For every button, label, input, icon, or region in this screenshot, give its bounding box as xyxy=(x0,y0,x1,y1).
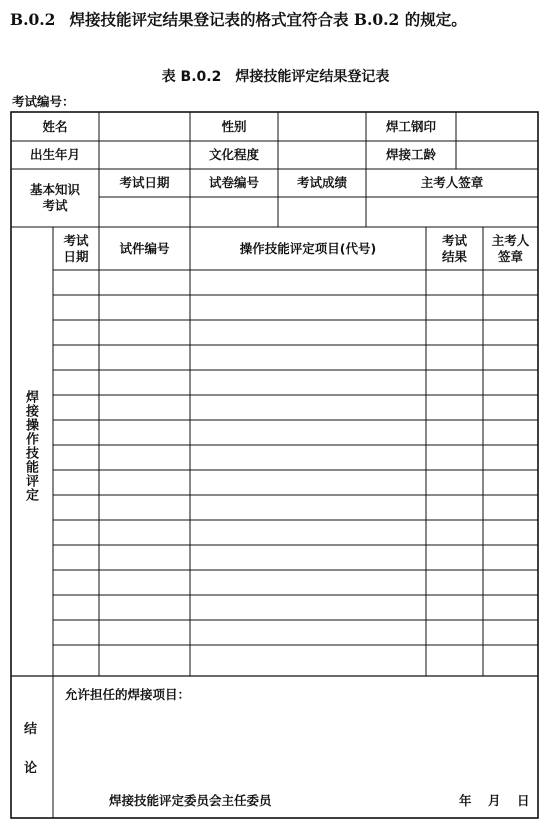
paper-no-field[interactable] xyxy=(190,197,278,227)
ops-section-label: 焊接操作技能评定 xyxy=(23,390,38,502)
name-field[interactable] xyxy=(99,112,190,141)
label-welder-stamp: 焊工钢印 xyxy=(385,118,436,134)
table-number: 表 B.0.2 xyxy=(161,69,222,85)
examiner-sign-field[interactable] xyxy=(366,197,538,227)
clause-code: B.0.2 xyxy=(10,10,56,29)
label-name: 姓名 xyxy=(42,118,68,134)
header-ops-sign xyxy=(483,227,538,270)
exam-date-field[interactable] xyxy=(99,197,190,227)
label-welding-years: 焊接工龄 xyxy=(385,147,436,162)
conclusion-label-1: 结 xyxy=(24,722,38,737)
header-paper-no: 试卷编号 xyxy=(208,175,259,190)
header-examiner-sign: 主考人签章 xyxy=(420,175,484,190)
allowed-items-label: 允许担任的焊接项目： xyxy=(65,687,191,702)
exam-score-field[interactable] xyxy=(278,197,366,227)
welding-years-field[interactable] xyxy=(456,141,538,169)
date-month: 月 xyxy=(488,793,501,808)
header-exam-date: 考试日期 xyxy=(119,175,170,190)
education-field[interactable] xyxy=(278,141,366,169)
conclusion-label-2: 论 xyxy=(24,761,38,776)
label-basic-exam-line1: 基本知识 xyxy=(29,182,80,197)
header-ops-sign-line2: 签章 xyxy=(497,248,523,264)
welder-stamp-field[interactable] xyxy=(456,112,538,141)
header-ops-sign-line1: 主考人 xyxy=(491,232,530,248)
header-exam-score: 考试成绩 xyxy=(296,175,347,190)
gender-field[interactable] xyxy=(278,112,366,141)
header-ops-date xyxy=(53,227,99,270)
date-year: 年 xyxy=(459,793,472,808)
header-ops-date-line1: 考试 xyxy=(63,232,89,248)
label-basic-exam-line2: 考试 xyxy=(42,198,68,213)
header-result-line2: 结果 xyxy=(441,248,467,264)
header-ops-date-line2: 日期 xyxy=(63,248,89,264)
header-result-line1: 考试 xyxy=(441,232,467,248)
label-education: 文化程度 xyxy=(208,147,259,162)
table-title-text: 焊接技能评定结果登记表 xyxy=(235,69,390,85)
committee-label: 焊接技能评定委员会主任委员 xyxy=(109,793,272,808)
label-basic-exam xyxy=(11,169,99,227)
label-birth: 出生年月 xyxy=(29,147,80,162)
header-ops-item: 操作技能评定项目(代号) xyxy=(239,240,377,256)
header-result xyxy=(426,227,483,270)
header-specimen-no: 试件编号 xyxy=(119,240,170,256)
date-day: 日 xyxy=(517,793,530,808)
clause-text: 焊接技能评定结果登记表的格式宜符合表 B.0.2 的规定。 xyxy=(69,10,467,29)
birth-field[interactable] xyxy=(99,141,190,169)
exam-number-label: 考试编号： xyxy=(12,94,75,109)
label-gender: 性别 xyxy=(221,118,247,134)
ops-rows xyxy=(53,270,538,645)
